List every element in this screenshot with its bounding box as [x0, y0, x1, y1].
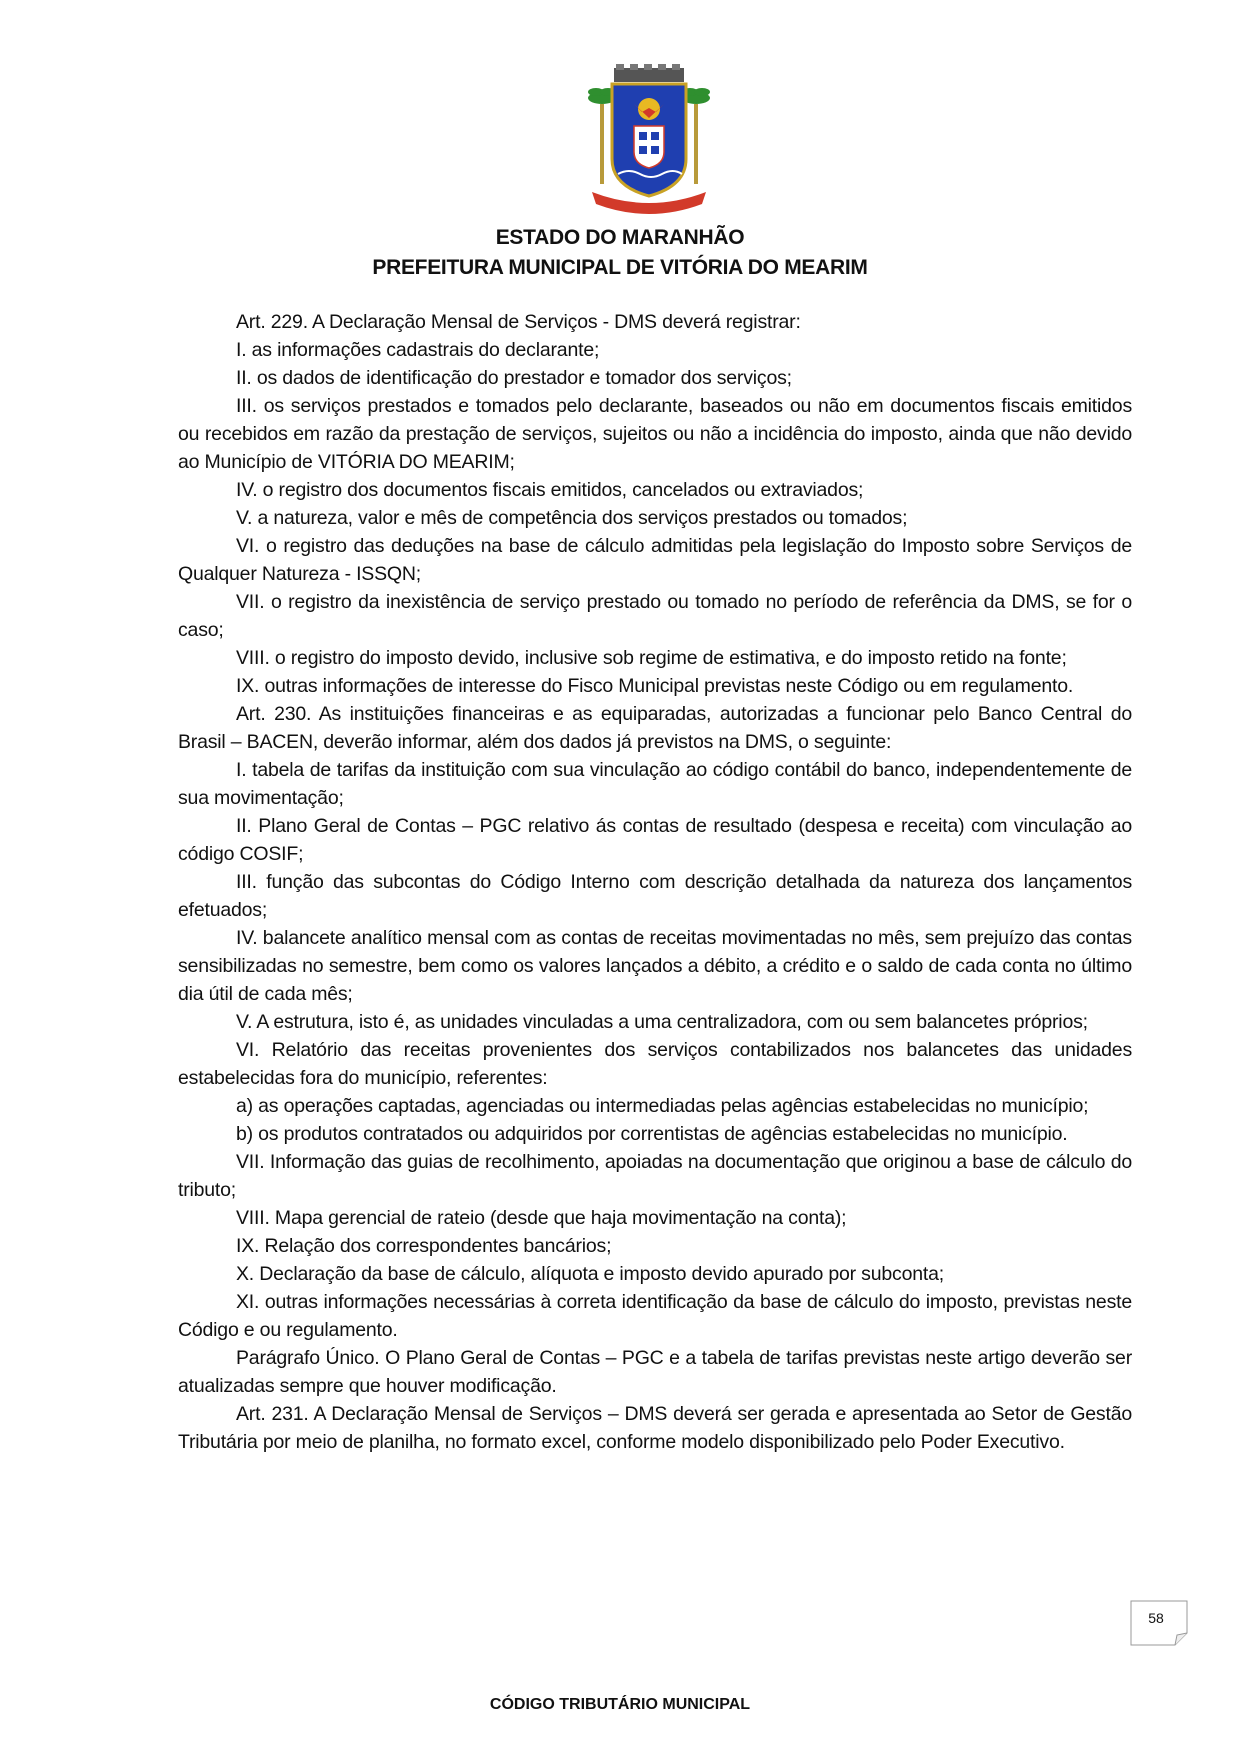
- paragraph: a) as operações captadas, agenciadas ou intermediadas pelas agências estabelecidas no município;: [236, 1095, 1089, 1117]
- paragraph: VIII. o registro do imposto devido, inclusive sob regime de estimativa, e do imposto retido na fonte;: [236, 647, 1067, 669]
- municipality-heading: PREFEITURA MUNICIPAL DE VITÓRIA DO MEARIM: [372, 256, 868, 279]
- paragraph: VI. Relatório das receitas provenientes dos serviços contabilizados nos balancetes das unidades estabelecidas fora do município, referentes:: [178, 1039, 1132, 1089]
- paragraph: IX. Relação dos correspondentes bancários;: [236, 1235, 612, 1257]
- paragraph: Art. 229. A Declaração Mensal de Serviços - DMS deverá registrar:: [236, 311, 801, 333]
- paragraph: XI. outras informações necessárias à correta identificação da base de cálculo do imposto, previstas neste Código e ou regulamento.: [178, 1291, 1132, 1341]
- paragraph: IV. balancete analítico mensal com as contas de receitas movimentadas no mês, sem prejuízo das contas sensibilizadas no semestre, bem como os valores lançados a débito, a crédito e o saldo de cada conta no último dia útil de cada mês;: [178, 927, 1132, 1005]
- paragraph: VIII. Mapa gerencial de rateio (desde que haja movimentação na conta);: [236, 1207, 847, 1229]
- paragraph: VI. o registro das deduções na base de cálculo admitidas pela legislação do Imposto sobre Serviços de Qualquer Natureza - ISSQN;: [178, 535, 1132, 585]
- paragraph: VII. o registro da inexistência de serviço prestado ou tomado no período de referência da DMS, se for o caso;: [178, 591, 1132, 641]
- paragraph: Art. 231. A Declaração Mensal de Serviços – DMS deverá ser gerada e apresentada ao Setor de Gestão Tributária por meio de planilha, no formato excel, conforme modelo disponibilizado pelo Poder Executivo.: [178, 1403, 1132, 1453]
- paragraph: I. as informações cadastrais do declarante;: [236, 339, 600, 361]
- paragraph: III. os serviços prestados e tomados pelo declarante, baseados ou não em documentos fiscais emitidos ou recebidos em razão da prestação de serviços, sujeitos ou não a incidência do imposto, ainda que não devido ao Município de VITÓRIA DO MEARIM;: [178, 395, 1132, 473]
- paragraph: X. Declaração da base de cálculo, alíquota e imposto devido apurado por subconta;: [236, 1263, 944, 1285]
- document-body: [178, 308, 1132, 1456]
- paragraph: VII. Informação das guias de recolhimento, apoiadas na documentação que originou a base de cálculo do tributo;: [178, 1151, 1132, 1201]
- paragraph: IV. o registro dos documentos fiscais emitidos, cancelados ou extraviados;: [236, 479, 864, 501]
- paragraph: III. função das subcontas do Código Interno com descrição detalhada da natureza dos lançamentos efetuados;: [178, 871, 1132, 921]
- footer-title: CÓDIGO TRIBUTÁRIO MUNICIPAL: [489, 1696, 751, 1713]
- municipal-coat-of-arms: [584, 64, 714, 214]
- paragraph: V. A estrutura, isto é, as unidades vinculadas a uma centralizadora, com ou sem balancetes próprios;: [236, 1011, 1088, 1033]
- paragraph: Parágrafo Único. O Plano Geral de Contas – PGC e a tabela de tarifas previstas neste artigo deverão ser atualizadas sempre que houver modificação.: [178, 1347, 1132, 1397]
- paragraph: II. Plano Geral de Contas – PGC relativo ás contas de resultado (despesa e receita) com vinculação ao código COSIF;: [178, 815, 1132, 865]
- state-heading: ESTADO DO MARANHÃO: [495, 226, 745, 249]
- paragraph: II. os dados de identificação do prestador e tomador dos serviços;: [236, 367, 792, 389]
- paragraph: Art. 230. As instituições financeiras e as equiparadas, autorizadas a funcionar pelo Banco Central do Brasil – BACEN, deverão informar, além dos dados já previstos na DMS, o seguinte:: [178, 703, 1132, 753]
- paragraph: I. tabela de tarifas da instituição com sua vinculação ao código contábil do banco, independentemente de sua movimentação;: [178, 759, 1132, 809]
- paragraph: IX. outras informações de interesse do Fisco Municipal previstas neste Código ou em regulamento.: [236, 675, 1074, 697]
- page-number: 58: [1148, 1610, 1164, 1626]
- paragraph: V. a natureza, valor e mês de competência dos serviços prestados ou tomados;: [236, 507, 908, 529]
- paragraph: b) os produtos contratados ou adquiridos por correntistas de agências estabelecidas no município.: [236, 1123, 1068, 1145]
